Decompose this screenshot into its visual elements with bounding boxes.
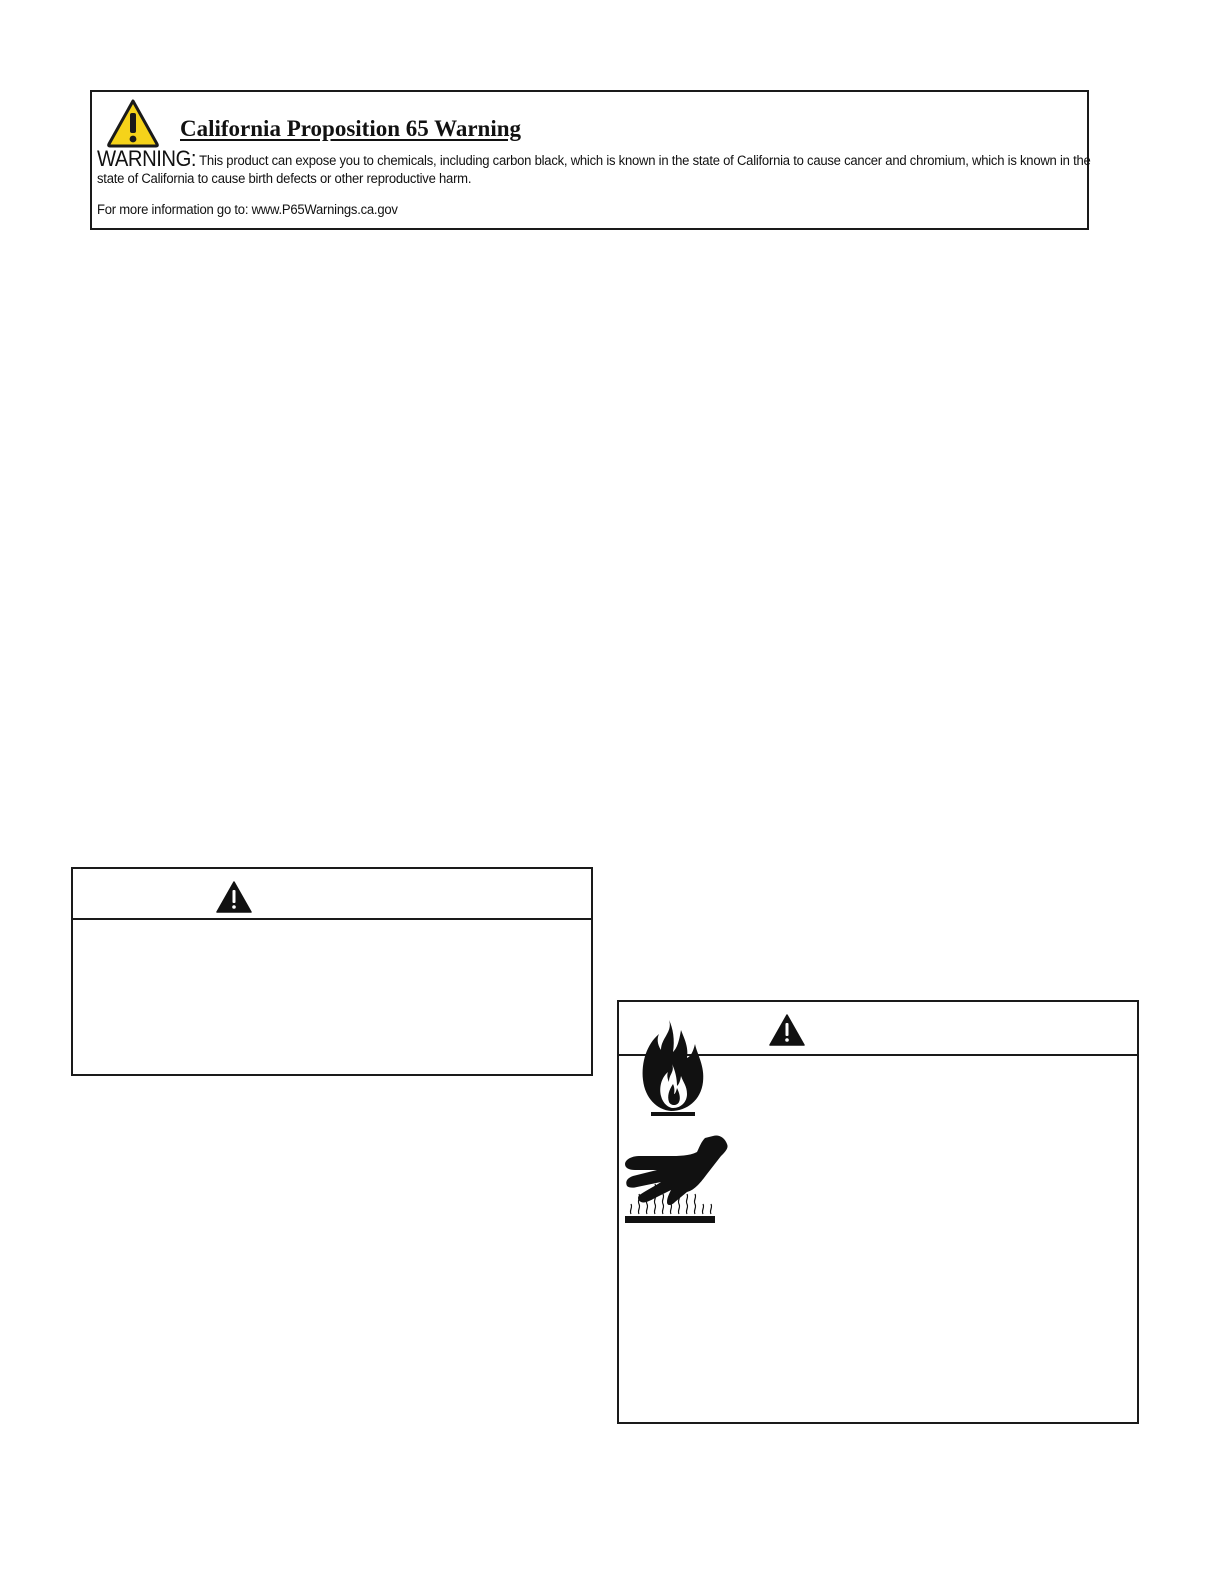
flammable-flame-icon — [639, 1018, 705, 1118]
alert-triangle-icon — [216, 881, 252, 913]
hot-surface-hand-icon — [621, 1130, 729, 1224]
prop65-info-text: For more information go to: www.P65Warnings.ca.gov — [97, 202, 398, 218]
prop65-warning-box — [90, 90, 1089, 230]
left-warning-header — [73, 869, 591, 920]
prop65-title: California Proposition 65 Warning — [180, 116, 522, 141]
left-warning-box — [71, 867, 593, 1076]
prop65-warning-text — [97, 146, 1091, 188]
warning-label: WARNING: — [97, 146, 197, 171]
right-warning-box — [617, 1000, 1139, 1424]
warning-triangle-icon — [106, 98, 160, 148]
alert-triangle-icon — [769, 1014, 805, 1046]
warning-body: This product can expose you to chemicals, including carbon black, which is known in the state of California to cause cancer and chromium, which is known in the state of California to cause birth defects or other reproductive harm. — [97, 153, 1091, 187]
